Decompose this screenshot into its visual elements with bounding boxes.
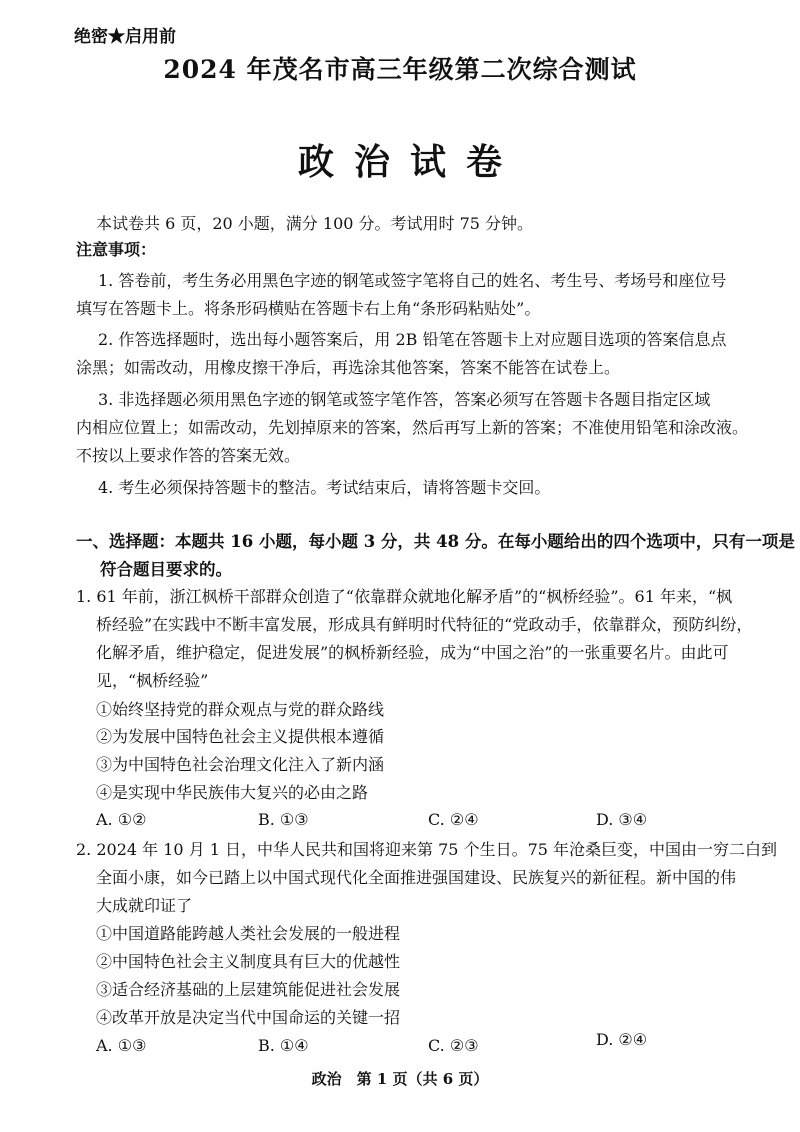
- q2-stem-line-2: 全面小康，如今已踏上以中国式现代化全面推进强国建设、民族复兴的新征程。新中国的伟: [96, 868, 737, 887]
- q2-option-a: A. ①③: [96, 1036, 147, 1055]
- q1-option-a: A. ①②: [96, 810, 147, 829]
- q2-statement-4: ④改革开放是决定当代中国命运的关键一招: [96, 1008, 401, 1027]
- q1-stem-line-3: 化解矛盾，维护稳定，促进发展”的枫桥新经验，成为“中国之治”的一张重要名片。由此可: [96, 643, 729, 662]
- notice-item-1-line-2: 填写在答题卡上。将条形码横贴在答题卡右上角“条形码粘贴处”。: [76, 299, 541, 318]
- page-footer: 政治 第 1 页（共 6 页）: [311, 1070, 489, 1088]
- instructions-intro: 本试卷共 6 页，20 小题，满分 100 分。考试用时 75 分钟。: [96, 214, 534, 233]
- q2-option-b: B. ①④: [258, 1036, 309, 1055]
- q2-option-d: D. ②④: [596, 1030, 648, 1049]
- q1-stem-line-4: 见，“枫桥经验”: [96, 671, 209, 690]
- q2-stem-line-1: 2. 2024 年 10 月 1 日，中华人民共和国将迎来第 75 个生日。75 年沧桑巨变，中国由一穷二白到: [76, 840, 778, 859]
- subject-title: 政治试卷: [297, 141, 522, 183]
- q2-statement-1: ①中国道路能跨越人类社会发展的一般进程: [96, 924, 401, 943]
- q2-statement-2: ②中国特色社会主义制度具有巨大的优越性: [96, 952, 401, 971]
- q1-statement-1: ①始终坚持党的群众观点与党的群众路线: [96, 700, 385, 719]
- notice-item-1-line-1: 1. 答卷前，考生务必用黑色字迹的钢笔或签字笔将自己的姓名、考生号、考场号和座位号: [98, 271, 727, 290]
- section-1-heading-line-2: 符合题目要求的。: [100, 560, 232, 579]
- q1-statement-4: ④是实现中华民族伟大复兴的必由之路: [96, 783, 369, 802]
- q1-option-c: C. ②④: [428, 810, 479, 829]
- q1-stem-line-1: 1. 61 年前，浙江枫桥干部群众创造了“依靠群众就地化解矛盾”的“枫桥经验”。61 年来，“枫: [76, 587, 733, 606]
- section-1-heading-line-1: 一、选择题：本题共 16 小题，每小题 3 分，共 48 分。在每小题给出的四个选项中，只有一项是: [76, 532, 795, 551]
- confidential-label: 绝密★启用前: [74, 27, 176, 47]
- notice-item-4: 4. 考生必须保持答题卡的整洁。考试结束后，请将答题卡交回。: [98, 478, 551, 497]
- notice-item-3-line-3: 不按以上要求作答的答案无效。: [76, 446, 301, 465]
- notice-item-2-line-1: 2. 作答选择题时，选出每小题答案后，用 2B 铅笔在答题卡上对应题目选项的答案信息点: [98, 330, 727, 349]
- q1-statement-2: ②为发展中国特色社会主义提供根本遵循: [96, 727, 385, 746]
- notice-item-3-line-2: 内相应位置上；如需改动，先划掉原来的答案，然后再写上新的答案；不准使用铅笔和涂改液。: [76, 418, 749, 437]
- notice-heading: 注意事项：: [76, 240, 157, 259]
- exam-title: 2024 年茂名市高三年级第二次综合测试: [163, 55, 637, 84]
- q1-statement-3: ③为中国特色社会治理文化注入了新内涵: [96, 755, 385, 774]
- notice-item-2-line-2: 涂黑；如需改动，用橡皮擦干净后，再选涂其他答案，答案不能答在试卷上。: [76, 358, 621, 377]
- q1-option-b: B. ①③: [258, 810, 309, 829]
- q1-stem-line-2: 桥经验”在实践中不断丰富发展，形成具有鲜明时代特征的“党政动手，依靠群众，预防纠纷，: [96, 615, 753, 634]
- notice-item-3-line-1: 3. 非选择题必须用黑色字迹的钢笔或签字笔作答，答案必须写在答题卡各题目指定区域: [98, 390, 711, 409]
- q2-option-c: C. ②③: [428, 1036, 479, 1055]
- q2-statement-3: ③适合经济基础的上层建筑能促进社会发展: [96, 980, 401, 999]
- q1-option-d: D. ③④: [596, 810, 648, 829]
- q2-stem-line-3: 大成就印证了: [96, 896, 193, 915]
